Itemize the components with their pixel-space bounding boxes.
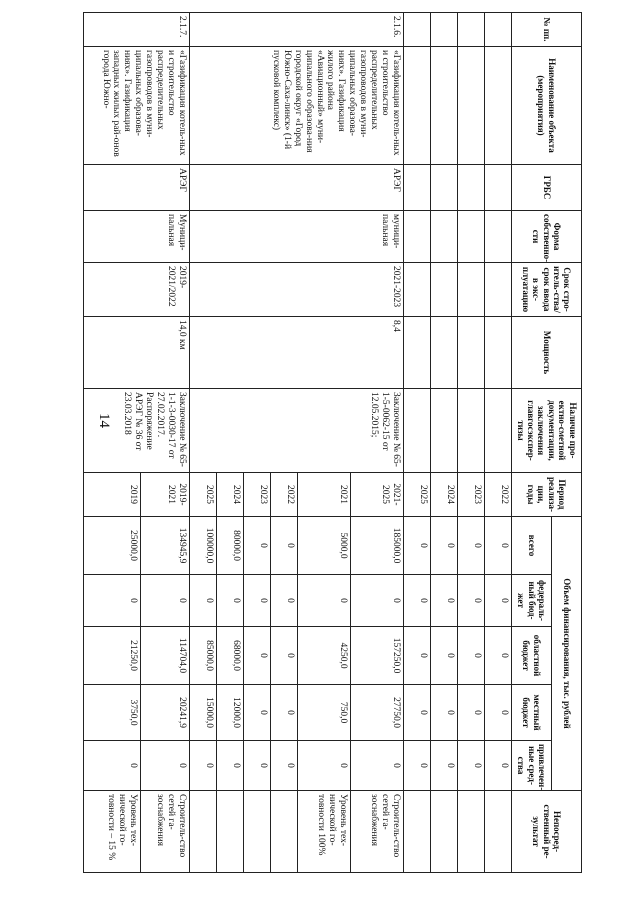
hdr-ownership: Форма собственно-сти xyxy=(512,211,582,263)
table-row: 2025 0 0 0 0 0 xyxy=(404,13,431,873)
table-row: 2025 100000,0 0 85000,0 15000,0 0 xyxy=(190,13,217,873)
hdr-result: Непосред-ственный ре-зультат xyxy=(512,791,582,873)
hdr-local: местный бюджет xyxy=(512,685,552,741)
obj1-grbs: АРЭГ xyxy=(190,165,404,211)
page-number: 14 xyxy=(96,413,112,428)
obj1-term: 2021-2023 xyxy=(190,263,404,317)
table-row: 2.1.6. «Газификация котель-ных и строительство распределительных газопроводов в муни-ципальных образова-ниях». Газификация жилого района «Авиационный» муни-ципального образова-ния городской округ «Город Южно-Саха-линск» (1-й пусковой комплекс) АРЭГ муници-пальная 2021-2023 8,4 Заключение № 65-1-5-0062-15 от 12.05.2015; 2021-2025 185000,0 0 157250,0 27750,0 0 Строитель-ство сетей га-зоснабжения xyxy=(351,13,404,873)
obj2-grbs: АРЭГ xyxy=(84,165,190,211)
obj2-capacity: 14,0 км xyxy=(84,317,190,389)
obj1-capacity: 8,4 xyxy=(190,317,404,389)
hdr-total: всего xyxy=(512,517,552,575)
hdr-grbs: ГРБС xyxy=(512,165,582,211)
table-row: 2023 0 0 0 0 0 xyxy=(458,13,485,873)
obj2-name: «Газификация котель-ных и строительство распределительных газопроводов в муни-ципальных образова-ниях». Газификация западных жилых рай-онов города Южно- xyxy=(84,47,190,165)
hdr-attracted: привлечен-ные сред-ства xyxy=(512,741,552,791)
obj2-num: 2.1.7. xyxy=(84,13,190,47)
hdr-regional: областной бюджет xyxy=(512,627,552,685)
table-row: 2024 0 0 0 0 0 xyxy=(431,13,458,873)
obj1-docs: Заключение № 65-1-5-0062-15 от 12.05.2015; xyxy=(190,389,404,473)
hdr-term: Срок стро-итель-ства/срок ввода в экс-плуатацию xyxy=(512,263,582,317)
obj1-num: 2.1.6. xyxy=(190,13,404,47)
hdr-name: Наименование объекта (мероприятия) xyxy=(512,47,582,165)
hdr-capacity: Мощность xyxy=(512,317,582,389)
obj1-name: «Газификация котель-ных и строительство распределительных газопроводов в муни-ципальных образова-ниях». Газификация жилого района «Авиационный» муни-ципального образова-ния городской округ «Город Южно-Саха-линск» (1-й пусковой комплекс) xyxy=(190,47,404,165)
table-row: 2022 0 0 0 0 0 xyxy=(485,13,512,873)
table-row: 2024 80000,0 0 68000,0 12000,0 0 xyxy=(217,13,244,873)
hdr-docs: Наличие про-ектно-сметной документации, заключения главгосэкспер-тизы xyxy=(512,389,582,473)
table-row: 2021 5000,0 0 4250,0 750,0 0 Уровень тех-нической го-товности 100% xyxy=(298,13,351,873)
hdr-federal: федераль-ный бюд-жет xyxy=(512,575,552,627)
table-row: 2023 0 0 0 0 0 xyxy=(244,13,271,873)
table-row: 2.1.7. «Газификация котель-ных и строительство распределительных газопроводов в муни-ципальных образова-ниях». Газификация западных жилых рай-онов города Южно- АРЭГ Муници-пальная 2019-2021/2022 14,0 км Заключение № 65-1-1-3-0030-17 от 27.02.2017. Распоряжение АРЭГ № 36 от 23.03.2018 2019-2021 134945,9 0 114704,0 20241,9 0 Строитель-ство сетей га-зоснабжения xyxy=(141,13,190,873)
hdr-financing: Объем финансирования, тыс. рублей xyxy=(552,517,582,791)
financing-table-rotated xyxy=(100,12,582,872)
obj1-ownership: муници-пальная xyxy=(190,211,404,263)
obj2-ownership: Муници-пальная xyxy=(84,211,190,263)
obj2-term: 2019-2021/2022 xyxy=(84,263,190,317)
hdr-num: № пп. xyxy=(512,13,582,47)
financing-table xyxy=(83,12,582,873)
table-row: 2019 25000,0 0 21250,0 3750,0 0 Уровень тех-нической го-товности – 15 % xyxy=(84,13,141,873)
table-row: 2022 0 0 0 0 0 xyxy=(271,13,298,873)
obj2-docs: Заключение № 65-1-1-3-0030-17 от 27.02.2017. Распоряжение АРЭГ № 36 от 23.03.2018 xyxy=(84,389,190,473)
hdr-period: Период реализа-ции, годы xyxy=(512,473,582,517)
